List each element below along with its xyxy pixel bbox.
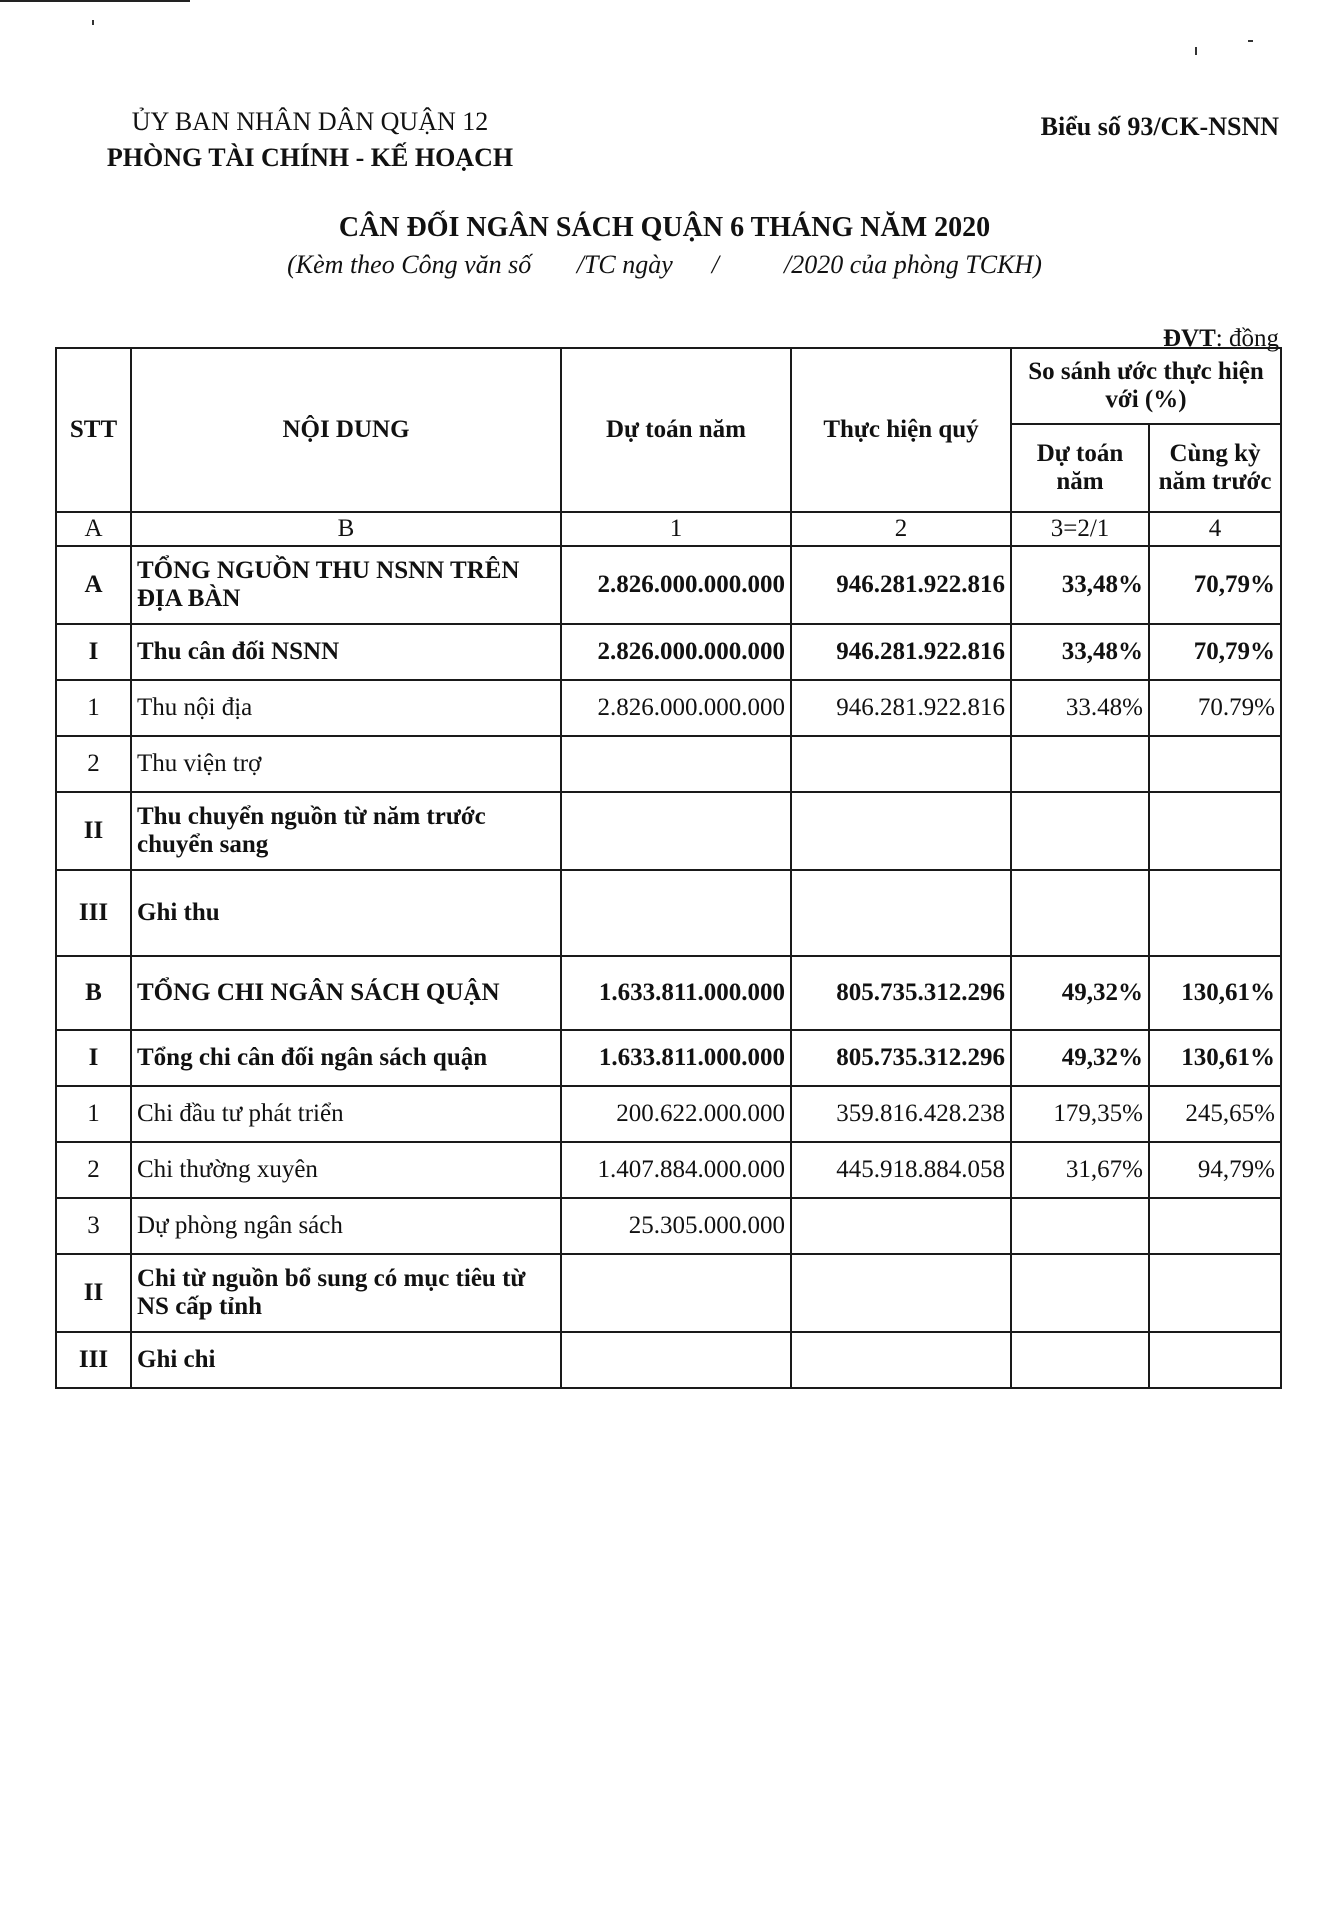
- row-actual: [791, 1198, 1011, 1254]
- row-actual: 946.281.922.816: [791, 624, 1011, 680]
- row-stt: I: [56, 1030, 131, 1086]
- table-row: [56, 1198, 1281, 1254]
- table-row: [56, 792, 1281, 870]
- row-pct-prev: 130,61%: [1149, 956, 1281, 1030]
- row-content: Thu chuyển nguồn từ năm trước chuyển sang: [131, 792, 561, 870]
- row-content: TỔNG NGUỒN THU NSNN TRÊN ĐỊA BÀN: [131, 546, 561, 624]
- column-code: 3=2/1: [1011, 512, 1149, 546]
- row-pct-estimate: 33,48%: [1011, 624, 1149, 680]
- row-content: Dự phòng ngân sách: [131, 1198, 561, 1254]
- column-code: A: [56, 512, 131, 546]
- row-stt: 1: [56, 680, 131, 736]
- row-pct-estimate: 33.48%: [1011, 680, 1149, 736]
- form-number: Biểu số 93/CK-NSNN: [1040, 112, 1279, 141]
- row-pct-estimate: [1011, 792, 1149, 870]
- row-content: Chi thường xuyên: [131, 1142, 561, 1198]
- row-estimate: 200.622.000.000: [561, 1086, 791, 1142]
- row-stt: 2: [56, 1142, 131, 1198]
- row-pct-prev: [1149, 1254, 1281, 1332]
- row-estimate: [561, 1254, 791, 1332]
- row-actual: 946.281.922.816: [791, 680, 1011, 736]
- header-stt: STT: [56, 348, 131, 512]
- table-row: [56, 956, 1281, 1030]
- row-pct-prev: [1149, 792, 1281, 870]
- table-row: [56, 546, 1281, 624]
- row-content: Ghi thu: [131, 870, 561, 956]
- row-pct-estimate: [1011, 1254, 1149, 1332]
- row-stt: III: [56, 870, 131, 956]
- agency-line-2: PHÒNG TÀI CHÍNH - KẾ HOẠCH: [106, 143, 514, 172]
- agency-line-1: ỦY BAN NHÂN DÂN QUẬN 12: [131, 107, 489, 136]
- document-subtitle: (Kèm theo Công văn số /TC ngày / /2020 của phòng TCKH): [287, 250, 1042, 279]
- table-row: [56, 680, 1281, 736]
- row-estimate: 1.633.811.000.000: [561, 956, 791, 1030]
- column-code: 1: [561, 512, 791, 546]
- row-stt: II: [56, 1254, 131, 1332]
- scan-speck: [1195, 47, 1197, 55]
- row-content: Thu cân đối NSNN: [131, 624, 561, 680]
- row-estimate: [561, 1332, 791, 1388]
- column-code: B: [131, 512, 561, 546]
- header-compare-estimate: Dự toán năm: [1011, 424, 1149, 512]
- row-stt: 3: [56, 1198, 131, 1254]
- header-actual: Thực hiện quý: [791, 348, 1011, 512]
- row-estimate: 2.826.000.000.000: [561, 546, 791, 624]
- scan-speck: [1248, 40, 1253, 42]
- row-estimate: [561, 736, 791, 792]
- row-pct-estimate: [1011, 1332, 1149, 1388]
- row-actual: 946.281.922.816: [791, 546, 1011, 624]
- table-row: [56, 1086, 1281, 1142]
- issuing-agency: [100, 104, 520, 176]
- row-content: Tổng chi cân đối ngân sách quận: [131, 1030, 561, 1086]
- table-row: [56, 1254, 1281, 1332]
- table-row: [56, 870, 1281, 956]
- row-pct-prev: [1149, 1332, 1281, 1388]
- row-pct-estimate: 31,67%: [1011, 1142, 1149, 1198]
- row-actual: [791, 870, 1011, 956]
- row-actual: 805.735.312.296: [791, 1030, 1011, 1086]
- row-pct-estimate: [1011, 1198, 1149, 1254]
- row-pct-prev: 94,79%: [1149, 1142, 1281, 1198]
- row-stt: I: [56, 624, 131, 680]
- column-code-row: [56, 512, 1281, 546]
- row-content: TỔNG CHI NGÂN SÁCH QUẬN: [131, 956, 561, 1030]
- row-pct-estimate: 49,32%: [1011, 1030, 1149, 1086]
- row-estimate: 2.826.000.000.000: [561, 680, 791, 736]
- budget-table: [55, 347, 1282, 1389]
- table-row: [56, 1332, 1281, 1388]
- row-actual: [791, 792, 1011, 870]
- table-row: [56, 736, 1281, 792]
- row-pct-prev: [1149, 1198, 1281, 1254]
- row-stt: 1: [56, 1086, 131, 1142]
- row-content: Ghi chi: [131, 1332, 561, 1388]
- row-estimate: 2.826.000.000.000: [561, 624, 791, 680]
- row-actual: 445.918.884.058: [791, 1142, 1011, 1198]
- row-actual: [791, 736, 1011, 792]
- row-pct-prev: 130,61%: [1149, 1030, 1281, 1086]
- row-pct-estimate: [1011, 736, 1149, 792]
- row-actual: 805.735.312.296: [791, 956, 1011, 1030]
- row-actual: [791, 1254, 1011, 1332]
- column-code: 2: [791, 512, 1011, 546]
- row-stt: III: [56, 1332, 131, 1388]
- row-actual: 359.816.428.238: [791, 1086, 1011, 1142]
- scan-speck: [92, 20, 94, 25]
- row-content: Chi đầu tư phát triển: [131, 1086, 561, 1142]
- unit-label-value: : đồng: [1215, 325, 1279, 352]
- document-title: CÂN ĐỐI NGÂN SÁCH QUẬN 6 THÁNG NĂM 2020: [338, 212, 991, 243]
- row-pct-prev: [1149, 870, 1281, 956]
- table-row: [56, 1030, 1281, 1086]
- header-compare-prev-year: Cùng kỳ năm trước: [1149, 424, 1281, 512]
- row-estimate: 1.407.884.000.000: [561, 1142, 791, 1198]
- row-pct-prev: 245,65%: [1149, 1086, 1281, 1142]
- row-estimate: 25.305.000.000: [561, 1198, 791, 1254]
- row-pct-estimate: 49,32%: [1011, 956, 1149, 1030]
- row-pct-prev: [1149, 736, 1281, 792]
- row-stt: A: [56, 546, 131, 624]
- row-stt: B: [56, 956, 131, 1030]
- row-pct-prev: 70.79%: [1149, 680, 1281, 736]
- row-estimate: [561, 870, 791, 956]
- row-estimate: 1.633.811.000.000: [561, 1030, 791, 1086]
- row-estimate: [561, 792, 791, 870]
- row-actual: [791, 1332, 1011, 1388]
- row-stt: 2: [56, 736, 131, 792]
- scan-edge-line: [0, 0, 190, 2]
- header-estimate: Dự toán năm: [561, 348, 791, 512]
- row-pct-estimate: 179,35%: [1011, 1086, 1149, 1142]
- row-content: Thu nội địa: [131, 680, 561, 736]
- header-compare: So sánh ước thực hiện với (%): [1011, 348, 1281, 424]
- row-pct-estimate: [1011, 870, 1149, 956]
- unit-label-key: ĐVT: [1163, 325, 1216, 352]
- row-pct-estimate: 33,48%: [1011, 546, 1149, 624]
- row-pct-prev: 70,79%: [1149, 624, 1281, 680]
- row-content: Chi từ nguồn bổ sung có mục tiêu từ NS cấp tỉnh: [131, 1254, 561, 1332]
- header-content: NỘI DUNG: [131, 348, 561, 512]
- row-pct-prev: 70,79%: [1149, 546, 1281, 624]
- column-code: 4: [1149, 512, 1281, 546]
- row-stt: II: [56, 792, 131, 870]
- row-content: Thu viện trợ: [131, 736, 561, 792]
- table-row: [56, 624, 1281, 680]
- table-row: [56, 1142, 1281, 1198]
